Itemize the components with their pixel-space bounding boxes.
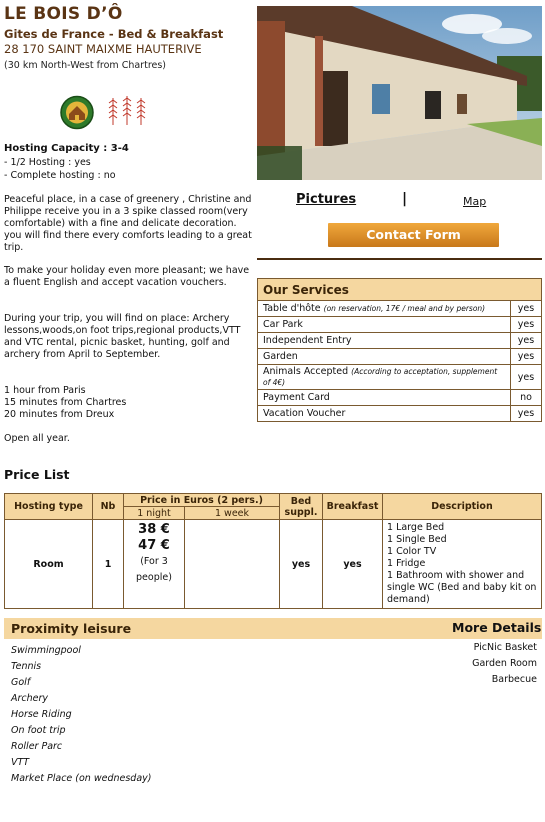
description-line: 1 Bathroom with shower and single WC (Bed and baby kit on demand) (387, 570, 537, 605)
map-link[interactable]: Map (463, 195, 487, 208)
description-line: 1 Single Bed (387, 534, 447, 545)
leisure-item: VTT (11, 757, 30, 768)
service-value: yes (511, 365, 542, 390)
description-line: 1 Fridge (387, 558, 426, 569)
services-title: Our Services (258, 279, 542, 301)
nb-cell: 1 (93, 520, 124, 609)
bed-suppl-cell: yes (280, 520, 323, 609)
language-paragraph: To make your holiday even more pleasant; we have a fluent English and accept vacation vouchers. (4, 265, 250, 288)
service-label: Independent Entry (263, 335, 352, 346)
leisure-item: Market Place (on wednesday) (11, 773, 152, 784)
col-price: Price in Euros (2 pers.) (124, 494, 280, 507)
distance-chartres: 15 minutes from Chartres (4, 397, 127, 408)
night-price-cell (124, 520, 185, 609)
col-bed-suppl: Bed suppl. (280, 494, 323, 520)
leisure-item: Roller Parc (11, 741, 63, 752)
week-price-cell (185, 520, 280, 609)
services-table (257, 278, 542, 422)
service-row (258, 333, 542, 349)
service-row (258, 317, 542, 333)
service-row (258, 349, 542, 365)
service-value: yes (511, 333, 542, 349)
service-row (258, 365, 542, 390)
col-1-week: 1 week (185, 507, 280, 520)
hosting-type-cell: Room (5, 520, 93, 609)
contact-form-button[interactable]: Contact Form (328, 223, 499, 247)
service-value: yes (511, 406, 542, 422)
three-spikes-icon (106, 94, 148, 126)
col-hosting-type: Hosting type (5, 494, 93, 520)
divider (257, 258, 542, 260)
service-label: Animals Accepted (263, 366, 349, 377)
description-paragraph: Peaceful place, in a case of greenery , Christine and Philippe receive you in a 3 spike classed room(very comfortable) with a fine and delicate decoration. you will find there every comforts leading to a great trip. (4, 194, 252, 253)
proximity-title: Proximity leisure (11, 621, 132, 636)
service-label: Table d'hôte (263, 303, 321, 314)
service-value: no (511, 390, 542, 406)
leisure-item: On foot trip (11, 725, 66, 736)
service-value: yes (511, 349, 542, 365)
breakfast-cell: yes (323, 520, 383, 609)
open-note: Open all year. (4, 433, 70, 444)
detail-item: PicNic Basket (473, 642, 537, 653)
service-note: (According to acceptation, supplement of 4€) (263, 367, 498, 387)
detail-item: Garden Room (472, 658, 537, 669)
distance-note: (30 km North-West from Chartres) (4, 60, 167, 71)
hosting-capacity-title: Hosting Capacity : 3-4 (4, 143, 129, 154)
leisure-item: Golf (11, 677, 31, 688)
service-note: (on reservation, 17€ / meal and by person) (323, 304, 486, 313)
col-1-night: 1 night (124, 507, 185, 520)
service-row (258, 406, 542, 422)
distance-dreux: 20 minutes from Dreux (4, 409, 115, 420)
page-subtitle: Gites de France - Bed & Breakfast (4, 27, 224, 41)
price-list-title: Price List (4, 467, 70, 482)
address-city: 28 170 SAINT MAIXME HAUTERIVE (4, 42, 202, 56)
description-line: 1 Large Bed (387, 522, 445, 533)
gites-de-france-logo (57, 95, 97, 130)
service-row (258, 301, 542, 317)
page-title: LE BOIS D’Ô (4, 4, 123, 24)
complete-hosting-line: - Complete hosting : no (4, 170, 116, 181)
col-description: Description (383, 494, 542, 520)
leisure-item: Archery (11, 693, 49, 704)
half-hosting-line: - 1/2 Hosting : yes (4, 157, 91, 168)
leisure-item: Tennis (11, 661, 42, 672)
detail-item: Barbecue (491, 674, 537, 685)
leisure-item: Horse Riding (11, 709, 72, 720)
price-3-people-b: 47 € (138, 538, 170, 553)
service-row (258, 390, 542, 406)
price-table (4, 493, 542, 609)
description-line: 1 Color TV (387, 546, 437, 557)
house-photo[interactable] (257, 6, 542, 180)
table-row (5, 520, 542, 609)
activities-paragraph: During your trip, you will find on place: Archery lessons,woods,on foot trips,regional products,VTT and VTC rental, picnic basket, hunting, golf and archery from April to September. (4, 313, 241, 360)
col-nb: Nb (93, 494, 124, 520)
service-label: Payment Card (263, 392, 330, 403)
service-value: yes (511, 301, 542, 317)
col-breakfast: Breakfast (323, 494, 383, 520)
pictures-link[interactable]: Pictures (296, 192, 357, 207)
more-details-title: More Details (452, 620, 542, 635)
service-label: Vacation Voucher (263, 408, 346, 419)
price-note: (For 3 people) (136, 556, 172, 583)
service-label: Garden (263, 351, 298, 362)
distance-paris: 1 hour from Paris (4, 385, 86, 396)
price-3-people-a: 38 € (138, 522, 170, 537)
link-separator: | (402, 191, 408, 207)
service-value: yes (511, 317, 542, 333)
description-cell (383, 520, 542, 609)
leisure-item: Swimmingpool (11, 645, 81, 656)
service-label: Car Park (263, 319, 303, 330)
